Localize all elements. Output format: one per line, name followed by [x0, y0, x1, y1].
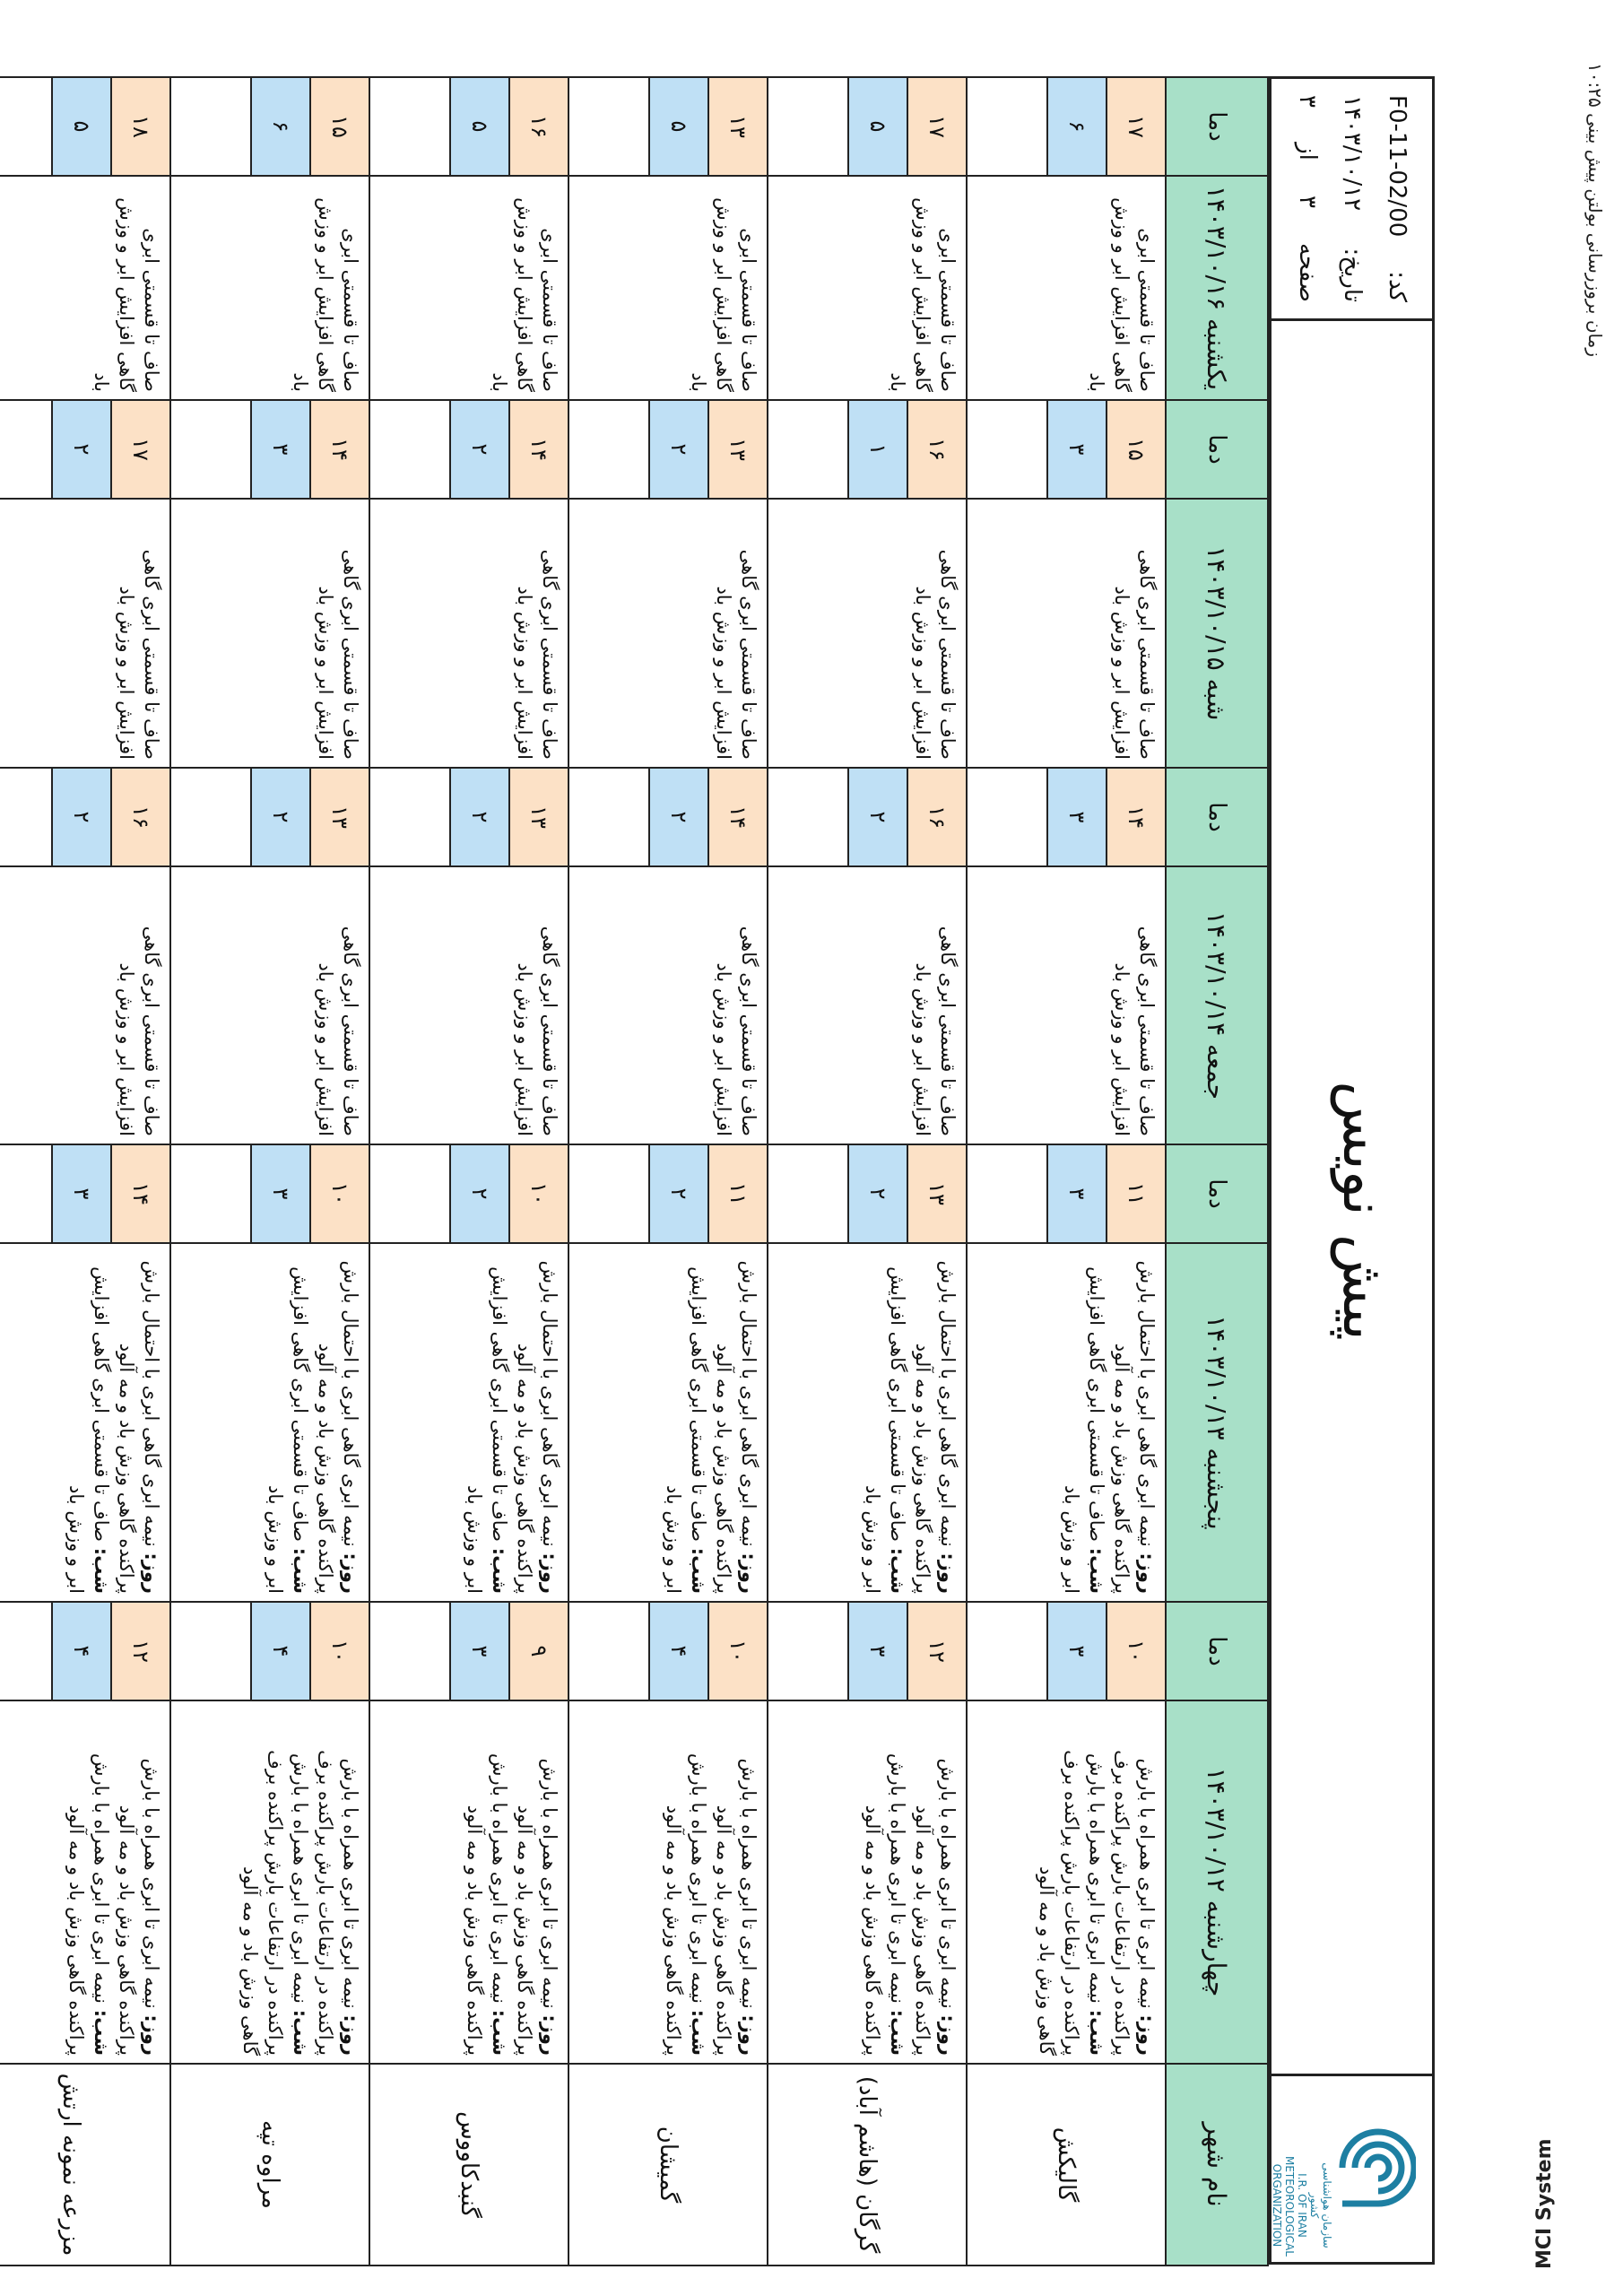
document-info	[1271, 79, 1432, 321]
max-temp: ۱۱	[707, 1145, 767, 1242]
day3-temps	[369, 768, 568, 866]
max-temp: ۱۳	[508, 769, 568, 865]
system-label: MCI System	[1533, 2138, 1556, 2269]
day5-temps	[568, 77, 768, 176]
page-title: پیش نویس	[1330, 1081, 1396, 1341]
day2-temps	[967, 1144, 1166, 1243]
day2-forecast: روز: نیمه ابری گاهی ابری با احتمال بارش پراکنده گاهی وزش باد و مه آلود شب: صاف تا قسمتی ابری گاهی افزایش ابر و وزش باد	[170, 1243, 369, 1602]
day1-forecast: روز: نیمه ابری تا ابری همراه با بارش پراکنده گاهی وزش باد و مه آلود شب: نیمه ابری تا ابری همراه با بارش پراکنده گاهی وزش باد و مه آلود	[0, 1700, 170, 2064]
day5-temps	[967, 77, 1166, 176]
max-temp: ۱۶	[508, 78, 568, 175]
min-temp: ۲	[51, 769, 110, 865]
min-temp: ۵	[51, 78, 110, 175]
min-temp: ۴	[51, 1603, 110, 1700]
min-temp: ۳	[51, 1145, 110, 1242]
day5-column-header: یکشنبه ۱۴۰۳/۱۰/۱۶	[1166, 176, 1268, 400]
city-name: مراوه تپه	[170, 2064, 369, 2266]
min-temp: ۲	[648, 401, 707, 498]
day3-forecast: صاف تا قسمتی ابری گاهی افزایش ابر و وزش باد	[0, 866, 170, 1144]
day2-temp-header: دما	[1166, 1144, 1268, 1243]
min-temp: ۲	[51, 401, 110, 498]
min-temp: ۲	[648, 769, 707, 865]
max-temp: ۱۴	[1106, 769, 1165, 865]
day2-temps	[170, 1144, 369, 1243]
day3-forecast: صاف تا قسمتی ابری گاهی افزایش ابر و وزش باد	[170, 866, 369, 1144]
date-label: تاریخ:	[1339, 248, 1366, 302]
day1-forecast: روز: نیمه ابری تا ابری همراه با بارش پراکنده در ارتفاعات بارش پراکنده برف شب: نیمه ابری تا ابری همراه با بارش پراکنده در ارتفاعات بارش پراکنده برف گاهی وزش باد و مه آلود	[170, 1700, 369, 2064]
min-temp: ۲	[847, 1145, 907, 1242]
day2-forecast: روز: نیمه ابری گاهی ابری با احتمال بارش پراکنده گاهی وزش باد و مه آلود شب: صاف تا قسمتی ابری گاهی افزایش ابر و وزش باد	[768, 1243, 967, 1602]
min-temp: ۳	[1046, 401, 1106, 498]
page-num: ۳	[1294, 195, 1321, 208]
max-temp: ۱۲	[110, 1603, 169, 1700]
day4-temps	[0, 400, 170, 499]
max-temp: ۱۳	[907, 1145, 966, 1242]
max-temp: ۱۳	[707, 401, 767, 498]
forecast-table	[0, 76, 1269, 2266]
day4-forecast: صاف تا قسمتی ابری گاهی افزایش ابر و وزش باد	[170, 499, 369, 768]
min-temp: ۵	[648, 78, 707, 175]
code-row	[1375, 95, 1419, 302]
min-temp: ۲	[847, 769, 907, 865]
max-temp: ۱۷	[110, 401, 169, 498]
max-temp: ۱۷	[907, 78, 966, 175]
max-temp: ۱۰	[508, 1145, 568, 1242]
day4-temps	[369, 400, 568, 499]
city-column-header: نام شهر	[1166, 2064, 1268, 2266]
min-temp: ۶	[250, 78, 309, 175]
day1-temps	[967, 1602, 1166, 1700]
day5-temps	[170, 77, 369, 176]
table-row	[170, 77, 369, 2266]
max-temp: ۱۶	[110, 769, 169, 865]
day5-forecast: صاف تا قسمتی ابری گاهی افزایش ابر و وزش باد	[967, 176, 1166, 400]
day4-forecast: صاف تا قسمتی ابری گاهی افزایش ابر و وزش باد	[768, 499, 967, 768]
min-temp: ۵	[847, 78, 907, 175]
day2-forecast: روز: نیمه ابری گاهی ابری با احتمال بارش پراکنده گاهی وزش باد و مه آلود شب: صاف تا قسمتی ابری گاهی افزایش ابر و وزش باد	[967, 1243, 1166, 1602]
min-temp: ۳	[1046, 1603, 1106, 1700]
max-temp: ۱۳	[707, 78, 767, 175]
day2-temps	[568, 1144, 768, 1243]
update-time-note	[1584, 36, 1606, 357]
min-temp: ۳	[449, 1603, 508, 1700]
date-value: ۱۴۰۳/۱۰/۱۲	[1339, 95, 1366, 212]
day5-forecast: صاف تا قسمتی ابری گاهی افزایش ابر و وزش باد	[369, 176, 568, 400]
day4-forecast: صاف تا قسمتی ابری گاهی افزایش ابر و وزش باد	[369, 499, 568, 768]
day1-forecast: روز: نیمه ابری تا ابری همراه با بارش پراکنده در ارتفاعات بارش پراکنده برف شب: نیمه ابری تا ابری همراه با بارش پراکنده در ارتفاعات بارش پراکنده برف گاهی وزش باد و مه آلود	[967, 1700, 1166, 2064]
day5-temps	[768, 77, 967, 176]
code-value: F0-11-02/00	[1384, 95, 1410, 238]
min-temp: ۳	[250, 401, 309, 498]
max-temp: ۱۶	[907, 401, 966, 498]
day4-temps	[768, 400, 967, 499]
day5-forecast: صاف تا قسمتی ابری گاهی افزایش ابر و وزش باد	[170, 176, 369, 400]
day3-forecast: صاف تا قسمتی ابری گاهی افزایش ابر و وزش باد	[768, 866, 967, 1144]
logo-box	[1271, 2074, 1432, 2262]
forecast-page	[45, 76, 1435, 2265]
city-name: گالیکش	[967, 2064, 1166, 2266]
day1-temp-header: دما	[1166, 1602, 1268, 1700]
max-temp: ۱۴	[309, 401, 369, 498]
day1-temps	[369, 1602, 568, 1700]
day1-temps	[0, 1602, 170, 1700]
table-row	[0, 77, 170, 2266]
day3-column-header: جمعه ۱۴۰۳/۱۰/۱۴	[1166, 866, 1268, 1144]
day2-temps	[768, 1144, 967, 1243]
max-temp: ۱۰	[1106, 1603, 1165, 1700]
table-row	[768, 77, 967, 2266]
day5-forecast: صاف تا قسمتی ابری گاهی افزایش ابر و وزش باد	[568, 176, 768, 400]
table-row	[967, 77, 1166, 2266]
max-temp: ۹	[508, 1603, 568, 1700]
logo-text: سازمان هواشناسی کشور I.R. OF IRAN METEOROLOGICAL ORGANIZATION	[1271, 2156, 1333, 2257]
city-name: مزرعه نمونه ارتش	[0, 2064, 170, 2266]
table-header-row	[1166, 77, 1268, 2266]
max-temp: ۱۲	[907, 1603, 966, 1700]
page-label: صفحه	[1294, 243, 1321, 302]
city-name: گرگان (هاشم آباد)	[768, 2064, 967, 2266]
day1-column-header: چهارشنبه ۱۴۰۳/۱۰/۱۲	[1166, 1700, 1268, 2064]
day3-forecast: صاف تا قسمتی ابری گاهی افزایش ابر و وزش باد	[967, 866, 1166, 1144]
meteorological-organization-logo-icon	[1335, 2109, 1416, 2226]
day4-temp-header: دما	[1166, 400, 1268, 499]
min-temp: ۳	[250, 1145, 309, 1242]
min-temp: ۲	[449, 769, 508, 865]
max-temp: ۱۴	[110, 1145, 169, 1242]
min-temp: ۶	[1046, 78, 1106, 175]
day2-forecast: روز: نیمه ابری گاهی ابری با احتمال بارش پراکنده گاهی وزش باد و مه آلود شب: صاف تا قسمتی ابری گاهی افزایش ابر و وزش باد	[568, 1243, 768, 1602]
max-temp: ۱۰	[309, 1145, 369, 1242]
max-temp: ۱۵	[1106, 401, 1165, 498]
day4-temps	[568, 400, 768, 499]
day4-column-header: شبه ۱۴۰۳/۱۰/۱۵	[1166, 499, 1268, 768]
day4-forecast: صاف تا قسمتی ابری گاهی افزایش ابر و وزش باد	[967, 499, 1166, 768]
day2-temps	[0, 1144, 170, 1243]
day5-temps	[369, 77, 568, 176]
day2-temps	[369, 1144, 568, 1243]
min-temp: ۱	[847, 401, 907, 498]
min-temp: ۳	[1046, 769, 1106, 865]
day5-temps	[0, 77, 170, 176]
max-temp: ۱۷	[1106, 78, 1165, 175]
max-temp: ۱۶	[907, 769, 966, 865]
page-total: ۳	[1294, 95, 1321, 108]
max-temp: ۱۰	[309, 1603, 369, 1700]
date-row	[1330, 95, 1375, 302]
page-of: از	[1294, 143, 1321, 161]
max-temp: ۱۳	[309, 769, 369, 865]
min-temp: ۲	[449, 401, 508, 498]
day3-temps	[568, 768, 768, 866]
day1-temps	[768, 1602, 967, 1700]
min-temp: ۵	[449, 78, 508, 175]
table-row	[568, 77, 768, 2266]
min-temp: ۲	[250, 769, 309, 865]
min-temp: ۳	[847, 1603, 907, 1700]
day1-temps	[170, 1602, 369, 1700]
day4-forecast: صاف تا قسمتی ابری گاهی افزایش ابر و وزش باد	[0, 499, 170, 768]
page-number-row	[1285, 95, 1330, 302]
day5-temp-header: دما	[1166, 77, 1268, 176]
day3-temps	[0, 768, 170, 866]
day1-forecast: روز: نیمه ابری تا ابری همراه با بارش پراکنده گاهی وزش باد و مه آلود شب: نیمه ابری تا ابری همراه با بارش پراکنده گاهی وزش باد و مه آلود	[768, 1700, 967, 2064]
day3-forecast: صاف تا قسمتی ابری گاهی افزایش ابر و وزش باد	[568, 866, 768, 1144]
max-temp: ۱۴	[508, 401, 568, 498]
day2-column-header: پنجشنبه ۱۴۰۳/۱۰/۱۳	[1166, 1243, 1268, 1602]
code-label: کد:	[1384, 271, 1410, 302]
min-temp: ۴	[250, 1603, 309, 1700]
day3-temp-header: دما	[1166, 768, 1268, 866]
update-time-value: ۱۰:۲۵	[1584, 63, 1606, 108]
min-temp: ۳	[1046, 1145, 1106, 1242]
day2-forecast: روز: نیمه ابری گاهی ابری با احتمال بارش پراکنده گاهی وزش باد و مه آلود شب: صاف تا قسمتی ابری گاهی افزایش ابر و وزش باد	[0, 1243, 170, 1602]
day5-forecast: صاف تا قسمتی ابری گاهی افزایش ابر و وزش باد	[0, 176, 170, 400]
day2-forecast: روز: نیمه ابری گاهی ابری با احتمال بارش پراکنده گاهی وزش باد و مه آلود شب: صاف تا قسمتی ابری گاهی افزایش ابر و وزش باد	[369, 1243, 568, 1602]
update-time-label: زمان بروزرسانی بولتن پیش بینی	[1584, 113, 1606, 357]
min-temp: ۴	[648, 1603, 707, 1700]
page-header	[1269, 76, 1435, 2265]
day1-forecast: روز: نیمه ابری تا ابری همراه با بارش پراکنده گاهی وزش باد و مه آلود شب: نیمه ابری تا ابری همراه با بارش پراکنده گاهی وزش باد و مه آلود	[369, 1700, 568, 2064]
max-temp: ۱۴	[707, 769, 767, 865]
day3-temps	[170, 768, 369, 866]
day4-temps	[967, 400, 1166, 499]
max-temp: ۱۵	[309, 78, 369, 175]
day5-forecast: صاف تا قسمتی ابری گاهی افزایش ابر و وزش باد	[768, 176, 967, 400]
day3-forecast: صاف تا قسمتی ابری گاهی افزایش ابر و وزش باد	[369, 866, 568, 1144]
max-temp: ۱۱	[1106, 1145, 1165, 1242]
day1-temps	[568, 1602, 768, 1700]
city-name: گمیشان	[568, 2064, 768, 2266]
max-temp: ۱۰	[707, 1603, 767, 1700]
day4-forecast: صاف تا قسمتی ابری گاهی افزایش ابر و وزش باد	[568, 499, 768, 768]
max-temp: ۱۸	[110, 78, 169, 175]
min-temp: ۲	[449, 1145, 508, 1242]
day3-temps	[768, 768, 967, 866]
day4-temps	[170, 400, 369, 499]
day1-forecast: روز: نیمه ابری تا ابری همراه با بارش پراکنده گاهی وزش باد و مه آلود شب: نیمه ابری تا ابری همراه با بارش پراکنده گاهی وزش باد و مه آلود	[568, 1700, 768, 2064]
day3-temps	[967, 768, 1166, 866]
min-temp: ۲	[648, 1145, 707, 1242]
city-name: گنبدکاووس	[369, 2064, 568, 2266]
table-row	[369, 77, 568, 2266]
